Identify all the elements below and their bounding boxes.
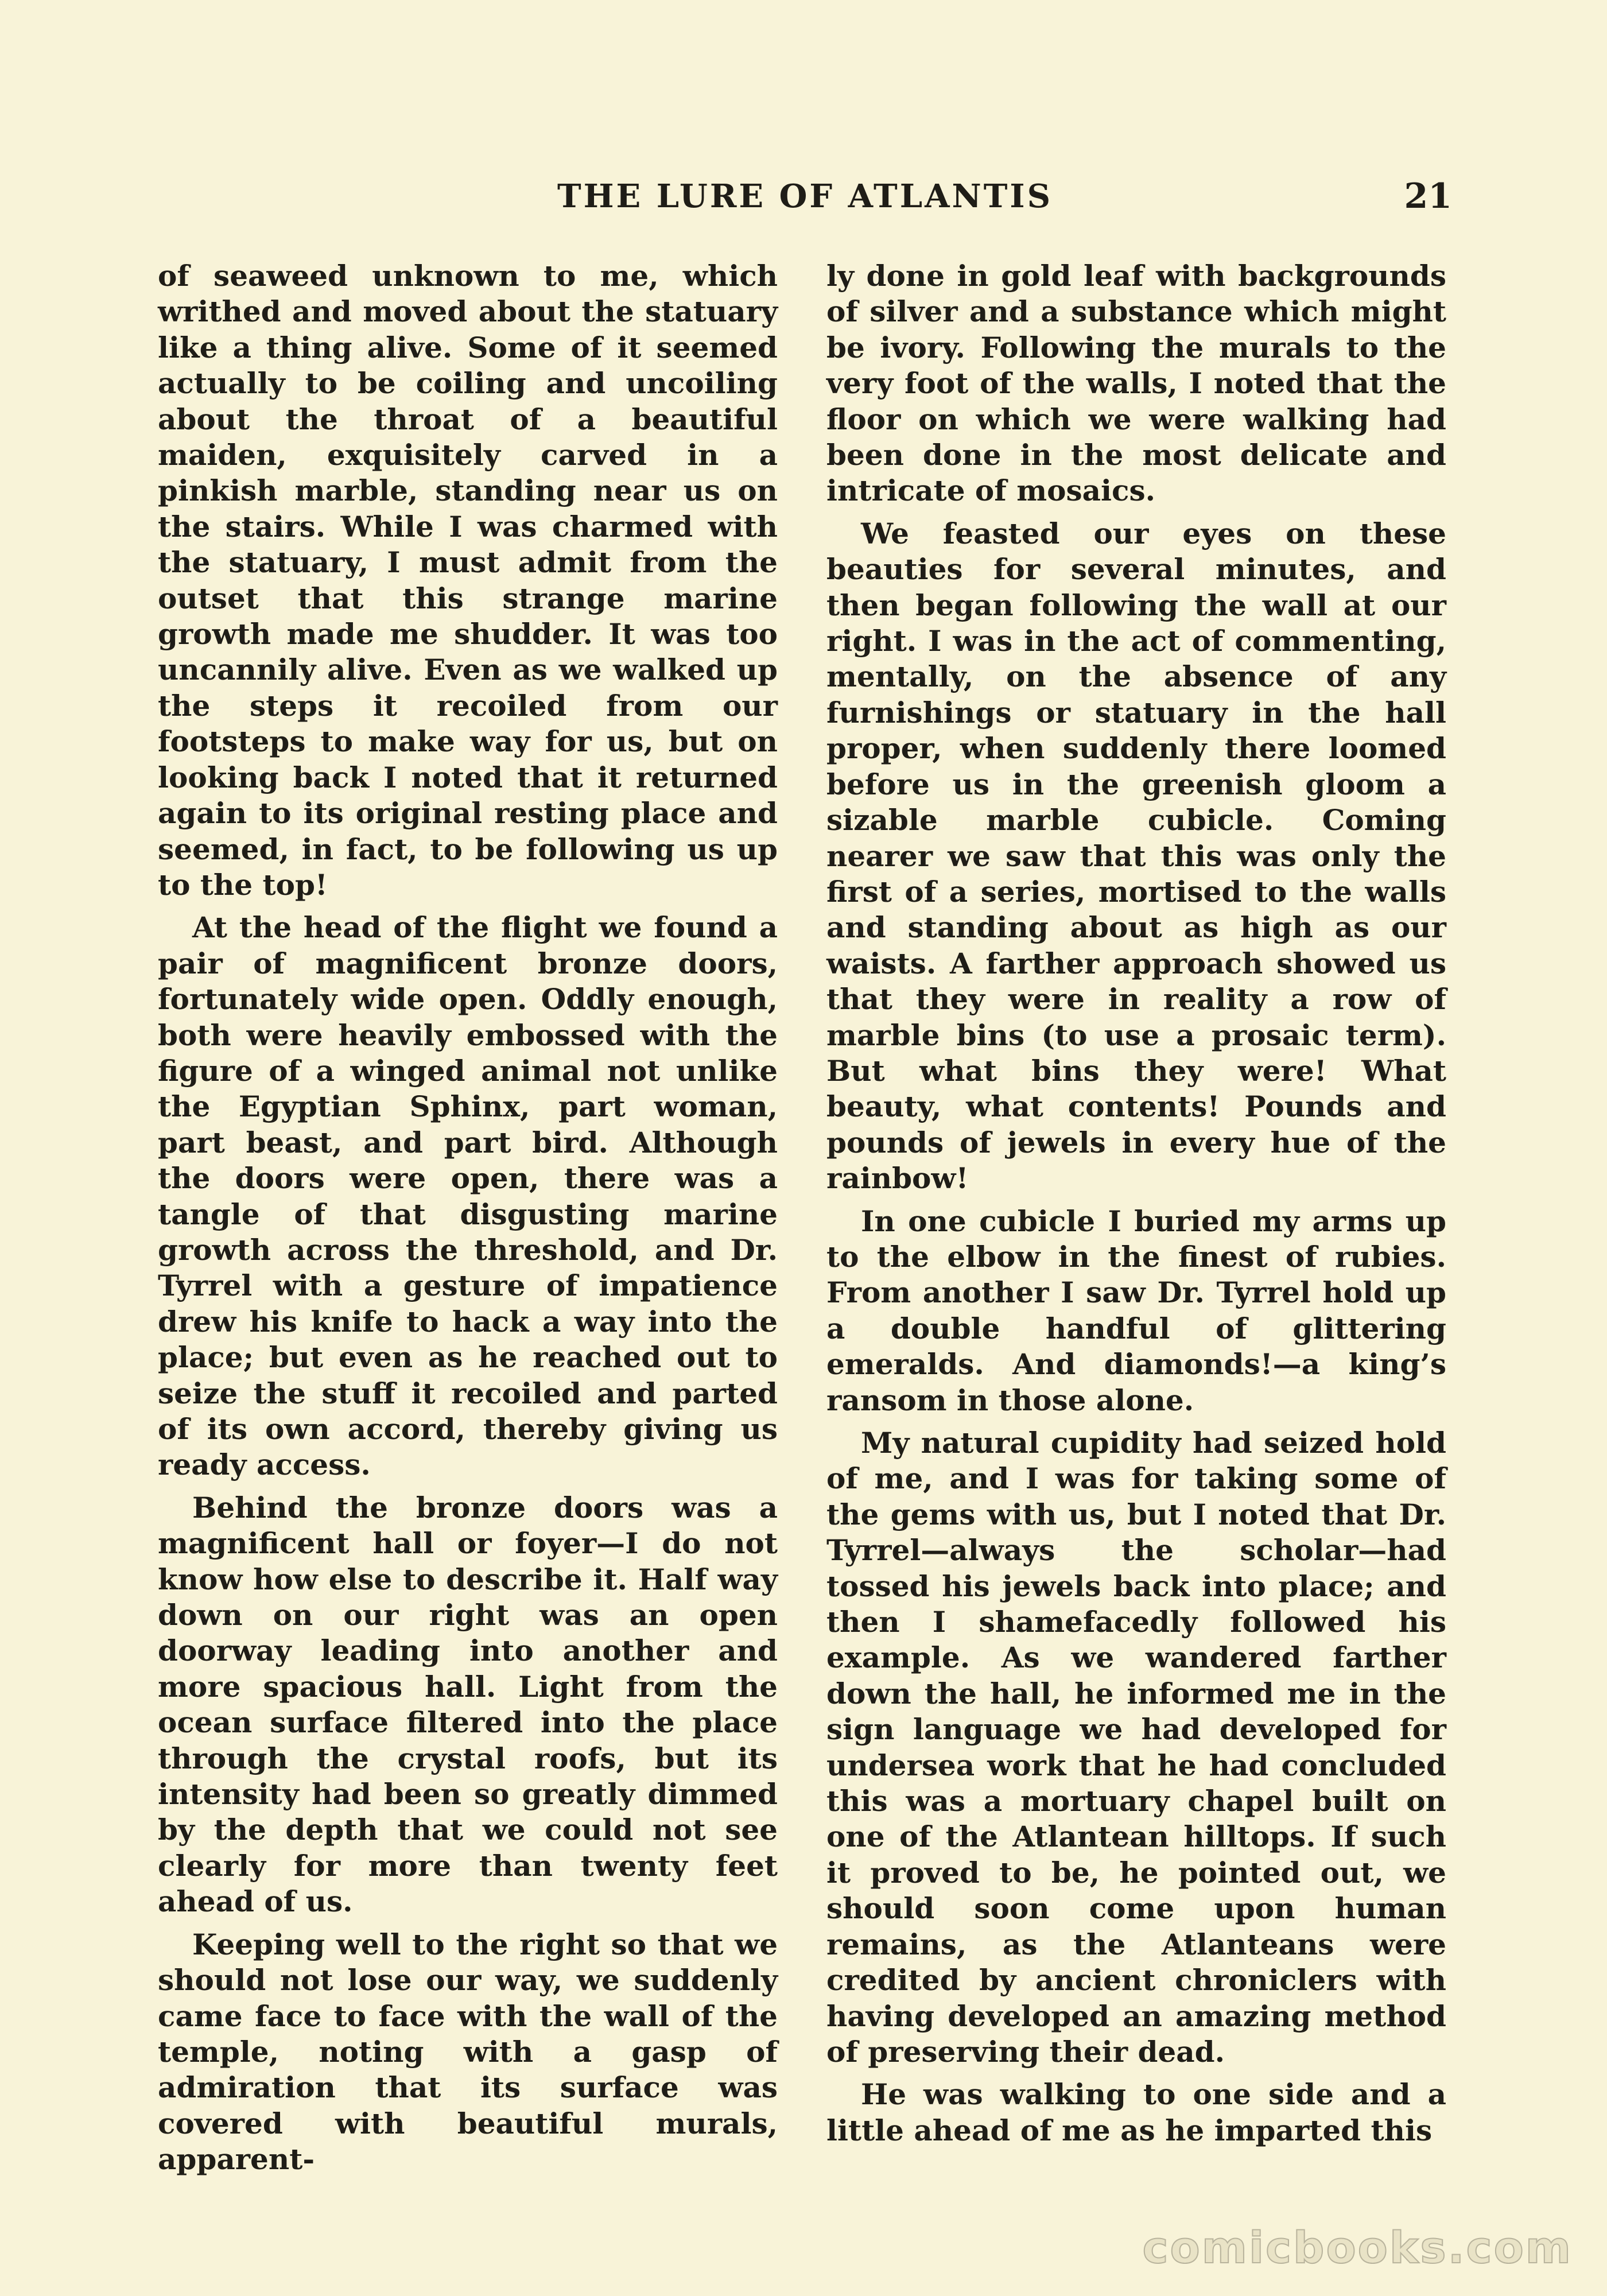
- paragraph: Behind the bronze doors was a magnificent hall or foyer—I do not know how else to describe it. Half way down on our right was an open doorway leading into another and more spacious hall. Light from the ocean surface filtered into the place through the crystal roofs, but its intensity had been so greatly dimmed by the depth that we could not see clearly for more than twenty feet ahead of us.: [158, 1490, 778, 1919]
- watermark: comicbooks.com: [1142, 2222, 1573, 2273]
- paragraph: ly done in gold leaf with backgrounds of silver and a substance which might be ivory. Following the murals to the very foot of the walls, I noted that the floor on which we were walking had been done in the most delicate and intricate of mosaics.: [826, 259, 1446, 508]
- paragraph: of seaweed unknown to me, which writhed and moved about the statuary like a thing alive. Some of it seemed actually to be coiling and uncoiling about the throat of a beautiful maiden, exquisitely carved in a pinkish marble, standing near us on the stairs. While I was charmed with the statuary, I must admit from the outset that this strange marine growth made me shudder. It was too uncannily alive. Even as we walked up the steps it recoiled from our footsteps to make way for us, but on looking back I noted that it returned again to its original resting place and seemed, in fact, to be following us up to the top!: [158, 259, 778, 902]
- page-number: 21: [1404, 176, 1452, 216]
- left-column: [158, 258, 778, 2185]
- paragraph: We feasted our eyes on these beauties for several minutes, and then began following the wall at our right. I was in the act of commenting, mentally, on the absence of any furnishings or statuary in the hall proper, when suddenly there loomed before us in the greenish gloom a sizable marble cubicle. Coming nearer we saw that this was only the first of a series, mortised to the walls and standing about as high as our waists. A farther approach showed us that they were in reality a row of marble bins (to use a prosaic term). But what bins they were! What beauty, what contents! Pounds and pounds of jewels in every hue of the rainbow!: [826, 516, 1446, 1196]
- running-title: THE LURE OF ATLANTIS: [557, 177, 1053, 215]
- paragraph: In one cubicle I buried my arms up to the elbow in the finest of rubies. From another I saw Dr. Tyrrel hold up a double handful of glittering emeralds. And diamonds!—a king’s ransom in those alone.: [826, 1204, 1446, 1417]
- right-column: [826, 258, 1446, 2155]
- paragraph: He was walking to one side and a little ahead of me as he imparted this: [826, 2077, 1446, 2147]
- paragraph: At the head of the flight we found a pair of magnificent bronze doors, fortunately wide open. Oddly enough, both were heavily embossed with the figure of a winged animal not unlike the Egyptian Sphinx, part woman, part beast, and part bird. Although the doors were open, there was a tangle of that disgusting marine growth across the threshold, and Dr. Tyrrel with a gesture of impatience drew his knife to hack a way into the place; but even as he reached out to seize the stuff it recoiled and parted of its own accord, thereby giving us ready access.: [158, 910, 778, 1482]
- paragraph: My natural cupidity had seized hold of me, and I was for taking some of the gems with us, but I noted that Dr. Tyrrel—always the scholar—had tossed his jewels back into place; and then I shamefacedly followed his example. As we wandered farther down the hall, he informed me in the sign language we had developed for undersea work that he had concluded this was a mortuary chapel built on one of the Atlantean hilltops. If such it proved to be, he pointed out, we should soon come upon human remains, as the Atlanteans were credited by ancient chroniclers with having developed an amazing method of preserving their dead.: [826, 1426, 1446, 2069]
- paragraph: Keeping well to the right so that we should not lose our way, we suddenly came face to face with the wall of the temple, noting with a gasp of admiration that its surface was covered with beautiful murals, apparent-: [158, 1927, 778, 2177]
- running-header: [158, 173, 1452, 219]
